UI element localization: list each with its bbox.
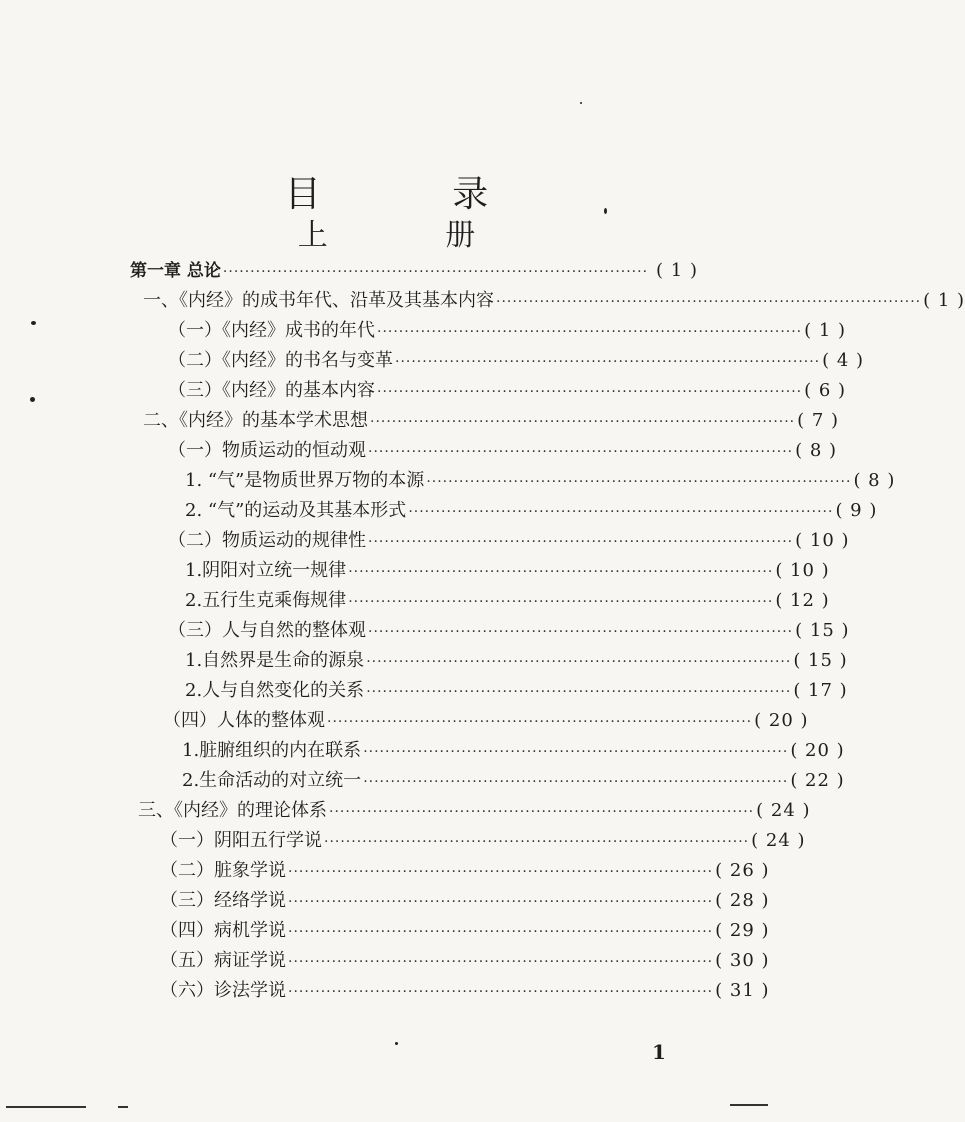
leader-dots: ·············································································· (408, 504, 834, 520)
toc-entry-label: （五）病证学说 (160, 950, 286, 971)
toc-entry-label: （六）诊法学说 (160, 980, 286, 1001)
toc-entry-page: ( 20 ) (790, 740, 845, 761)
toc-entry (143, 408, 840, 434)
leader-dots: ·············································································· (288, 924, 714, 940)
toc-entry (182, 738, 845, 764)
toc-entry-label: （一）物质运动的恒动观 (168, 440, 366, 461)
toc-entry-page: ( 1 ) (656, 260, 698, 281)
toc-entry (160, 978, 770, 1004)
leader-dots: ·············································································· (288, 894, 714, 910)
toc-entry-page: ( 15 ) (795, 620, 850, 641)
toc-entry-label: （一）阴阳五行学说 (160, 830, 322, 851)
toc-entry-page: ( 1 ) (804, 320, 847, 341)
toc-entry-label: （三）人与自然的整体观 (168, 620, 366, 641)
leader-dots: ·············································································· (288, 954, 714, 970)
toc-entry-label: 2.生命活动的对立统一 (182, 770, 362, 791)
toc-entry (185, 498, 878, 524)
toc-entry-label: 三、《内经》的理论体系 (138, 800, 327, 821)
toc-entry (185, 558, 830, 584)
scan-mark (730, 1104, 768, 1106)
leader-dots: ·············································································· (288, 984, 714, 1000)
toc-entry-label: （三）经络学说 (160, 890, 286, 911)
toc-entry (182, 768, 845, 794)
toc-entry (160, 828, 806, 854)
toc-entry (160, 918, 770, 944)
toc-entry (143, 288, 965, 314)
toc-entry-label: 第一章 总论 (130, 261, 221, 281)
leader-dots: ·············································································· (368, 444, 794, 460)
toc-entry (160, 948, 770, 974)
toc-entry-label: （一）《内经》成书的年代 (168, 320, 375, 341)
leader-dots: ·············································································· (288, 864, 714, 880)
toc-entry-page: ( 26 ) (715, 860, 770, 881)
toc-entry-page: ( 20 ) (754, 710, 809, 731)
toc-entry-label: 一、《内经》的成书年代、沿革及其基本内容 (143, 290, 494, 311)
toc-entry (160, 888, 770, 914)
leader-dots: ·············································································· (222, 264, 649, 280)
toc-entry-page: ( 22 ) (790, 770, 845, 791)
toc-entry-page: ( 7 ) (797, 410, 840, 431)
toc-entry (168, 528, 850, 554)
toc-entry-label: （四）病机学说 (160, 920, 286, 941)
toc-entry-page: ( 1 ) (923, 290, 965, 311)
toc-entry-page: ( 17 ) (793, 680, 848, 701)
toc-entry-page: ( 31 ) (715, 980, 770, 1001)
toc-entry-label: （四）人体的整体观 (163, 710, 325, 731)
leader-dots: ·············································································· (366, 654, 792, 670)
toc-entry-page: ( 30 ) (715, 950, 770, 971)
leader-dots: ·············································································· (324, 834, 750, 850)
scan-speck (580, 102, 582, 104)
toc-entry-page: ( 28 ) (715, 890, 770, 911)
leader-dots: ·············································································· (366, 684, 792, 700)
leader-dots: ·············································································· (377, 324, 803, 340)
scan-speck (395, 1042, 398, 1045)
scan-speck (31, 321, 36, 325)
toc-entry (163, 708, 809, 734)
toc-entry (168, 438, 838, 464)
scan-mark (118, 1106, 128, 1108)
toc-entry-label: 1.自然界是生命的源泉 (185, 650, 365, 671)
leader-dots: ·············································································· (368, 624, 794, 640)
leader-dots: ·············································································· (377, 384, 803, 400)
leader-dots: ·············································································· (363, 774, 789, 790)
toc-entry (130, 258, 698, 284)
toc-entry (185, 648, 848, 674)
toc-entry-page: ( 8 ) (795, 440, 838, 461)
toc-entry-label: （二）《内经》的书名与变革 (168, 350, 393, 371)
toc-entry-page: ( 12 ) (775, 590, 830, 611)
scan-speck (604, 208, 607, 214)
toc-entry-label: 2.五行生克乘侮规律 (185, 590, 347, 611)
leader-dots: ·············································································· (348, 564, 774, 580)
scan-mark (6, 1106, 86, 1108)
leader-dots: ·············································································· (426, 474, 852, 490)
toc-entry-page: ( 15 ) (793, 650, 848, 671)
toc-entry-label: 1. “气”是物质世界万物的本源 (185, 470, 425, 491)
leader-dots: ·············································································· (496, 294, 922, 310)
toc-entry-page: ( 4 ) (822, 350, 865, 371)
toc-entry-page: ( 24 ) (756, 800, 811, 821)
toc-entry-page: ( 10 ) (775, 560, 830, 581)
toc-entry-page: ( 29 ) (715, 920, 770, 941)
leader-dots: ·············································································· (363, 744, 789, 760)
leader-dots: ·············································································· (348, 594, 774, 610)
toc-entry-label: 1.脏腑组织的内在联系 (182, 740, 362, 761)
toc-entry (185, 468, 896, 494)
toc-entry (168, 618, 850, 644)
toc-entry-label: 2. “气”的运动及其基本形式 (185, 500, 407, 521)
toc-entry (160, 858, 770, 884)
toc-entry-label: （二）物质运动的规律性 (168, 530, 366, 551)
toc-entry-label: 二、《内经》的基本学术思想 (143, 410, 368, 431)
leader-dots: ·············································································· (327, 714, 753, 730)
leader-dots: ·············································································· (329, 804, 755, 820)
leader-dots: ·············································································· (368, 534, 794, 550)
leader-dots: ·············································································· (395, 354, 821, 370)
toc-entry-label: （二）脏象学说 (160, 860, 286, 881)
volume-subtitle: 上 册 (297, 218, 530, 253)
toc-entry-page: ( 6 ) (804, 380, 847, 401)
toc-entry-page: ( 24 ) (751, 830, 806, 851)
toc-entry (168, 318, 847, 344)
toc-entry (138, 798, 811, 824)
toc-entry (185, 678, 848, 704)
page-title: 目 录 (284, 174, 549, 215)
toc-entry-page: ( 10 ) (795, 530, 850, 551)
toc-entry-label: （三）《内经》的基本内容 (168, 380, 375, 401)
toc-entry-page: ( 8 ) (853, 470, 896, 491)
toc-entry-label: 2.人与自然变化的关系 (185, 680, 365, 701)
toc-entry-page: ( 9 ) (835, 500, 878, 521)
leader-dots: ·············································································· (370, 414, 796, 430)
toc-entry (185, 588, 830, 614)
scan-speck (30, 397, 35, 402)
toc-entry-label: 1.阴阳对立统一规律 (185, 560, 347, 581)
toc-entry (168, 378, 847, 404)
page-number: 1 (652, 1040, 666, 1064)
toc-entry (168, 348, 865, 374)
